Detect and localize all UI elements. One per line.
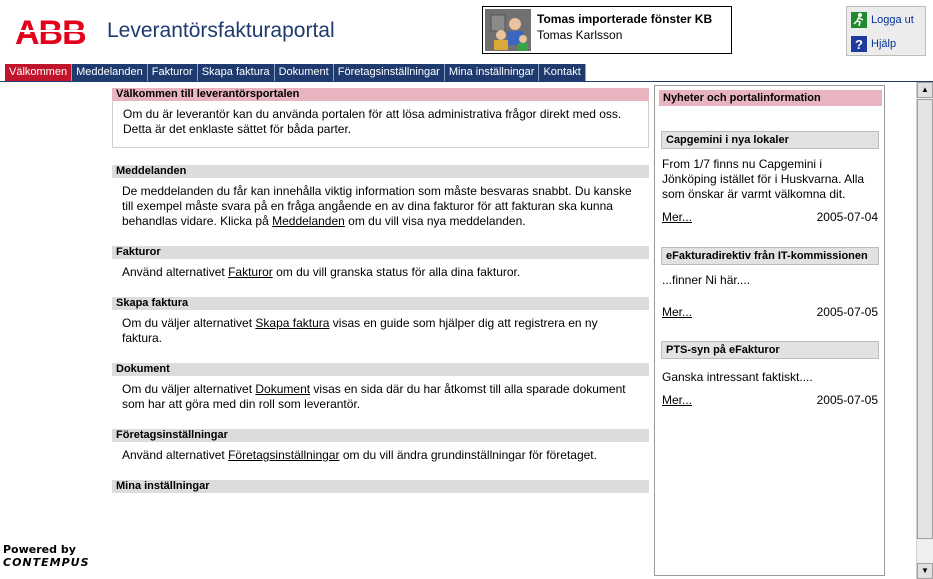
welcome-section (112, 88, 649, 148)
powered-by-logo (3, 543, 107, 579)
welcome-text: Om du är leverantör kan du använda portalen för att lösa administrativa frågor direkt med oss. Detta är det enklaste sättet för båda parter. (112, 101, 649, 148)
tab-meddelanden[interactable]: Meddelanden (72, 64, 148, 81)
create-invoice-text-before: Om du väljer alternativet (122, 316, 256, 330)
messages-text (112, 178, 649, 229)
powered-by-text: Powered by (3, 543, 76, 556)
my-settings-section (112, 480, 649, 493)
scroll-thumb[interactable] (917, 99, 933, 539)
messages-title: Meddelanden (112, 165, 649, 178)
documents-text (112, 376, 649, 412)
create-invoice-link[interactable]: Skapa faktura (255, 316, 330, 330)
news-item-meta (661, 385, 879, 407)
actions-box (846, 6, 926, 56)
news-item-date: 2005-07-04 (816, 210, 878, 224)
news-panel-title: Nyheter och portalinformation (659, 90, 882, 106)
tab-mina-installningar[interactable]: Mina inställningar (445, 64, 540, 81)
invoices-link[interactable]: Fakturor (228, 265, 273, 279)
company-settings-text-after: om du vill ändra grundinställningar för företaget. (339, 448, 597, 462)
news-item-title: Capgemini i nya lokaler (661, 131, 879, 149)
news-item-date: 2005-07-05 (816, 305, 878, 319)
invoices-section (112, 246, 649, 280)
invoices-text-before: Använd alternativet (122, 265, 229, 279)
tab-dokument[interactable]: Dokument (275, 64, 334, 81)
news-item-date: 2005-07-05 (816, 393, 878, 407)
main-content (112, 88, 649, 579)
main-nav (5, 64, 586, 81)
documents-section (112, 363, 649, 412)
news-item-text: From 1/7 finns nu Capgemini i Jönköping istället för i Huskvarna. Alla som önskar är varmt välkomna dit. (662, 157, 865, 201)
vendor-name: CONTEMPUS (3, 556, 90, 569)
create-invoice-text (112, 310, 649, 346)
invoices-text (112, 259, 649, 280)
svg-text:ABB: ABB (15, 14, 86, 48)
company-settings-section (112, 429, 649, 463)
logout-button[interactable] (851, 10, 914, 30)
tab-kontakt[interactable]: Kontakt (539, 64, 585, 81)
company-name: Tomas importerade fönster KB (537, 12, 713, 26)
company-settings-text-before: Använd alternativet (122, 448, 229, 462)
vertical-scrollbar[interactable] (916, 82, 933, 579)
news-more-link[interactable]: Mer... (662, 210, 693, 224)
tab-valkommen[interactable]: Välkommen (5, 64, 72, 81)
news-item-text: ...finner Ni här.... (662, 273, 751, 287)
user-avatar (485, 9, 531, 51)
logout-label: Logga ut (871, 14, 914, 26)
abb-logo (15, 14, 91, 48)
abb-logo-graphic (15, 14, 91, 48)
company-settings-title: Företagsinställningar (112, 429, 649, 442)
app-title: Leverantörsfakturaportal (107, 19, 335, 42)
messages-section (112, 165, 649, 229)
documents-title: Dokument (112, 363, 649, 376)
scroll-up-arrow-icon[interactable]: ▲ (917, 82, 933, 98)
documents-text-before: Om du väljer alternativet (122, 382, 256, 396)
company-settings-text (112, 442, 649, 463)
nav-divider (0, 81, 933, 82)
news-item-title: eFakturadirektiv från IT-kommissionen (661, 247, 879, 265)
welcome-title: Välkommen till leverantörsportalen (112, 88, 649, 101)
scroll-down-arrow-icon[interactable]: ▼ (917, 563, 933, 579)
tab-foretagsinstallningar[interactable]: Företagsinställningar (334, 64, 445, 81)
news-item (661, 341, 879, 407)
documents-text-after: visas en sida där du har åtkomst till alla sparade dokument som har att göra med din roll som leverantör. (122, 382, 626, 411)
news-item-meta (661, 202, 879, 224)
news-panel (654, 85, 885, 576)
invoices-title: Fakturor (112, 246, 649, 259)
news-more-link[interactable]: Mer... (662, 305, 693, 319)
invoices-text-after: om du vill granska status för alla dina fakturor. (272, 265, 521, 279)
header (0, 0, 933, 64)
help-button[interactable] (851, 34, 896, 54)
tab-fakturor[interactable]: Fakturor (148, 64, 198, 81)
messages-text-after: om du vill visa nya meddelanden. (344, 214, 526, 228)
my-settings-title: Mina inställningar (112, 480, 649, 493)
news-more-link[interactable]: Mer... (662, 393, 693, 407)
create-invoice-title: Skapa faktura (112, 297, 649, 310)
messages-text-before: De meddelanden du får kan innehålla viktig information som måste besvaras snabbt. Du kanske till exempel måste svara på en fråga angående en av dina fakturor för att fakturan ska kunna behandlas vidare. Klicka på (122, 184, 632, 228)
user-name: Tomas Karlsson (537, 28, 623, 42)
tab-skapa-faktura[interactable]: Skapa faktura (198, 64, 275, 81)
company-settings-link[interactable]: Företagsinställningar (228, 448, 340, 462)
news-item-meta (661, 288, 879, 319)
create-invoice-section (112, 297, 649, 346)
documents-link[interactable]: Dokument (255, 382, 311, 396)
news-item (661, 131, 879, 224)
news-item (661, 247, 879, 319)
news-item-text: Ganska intressant faktiskt.... (662, 370, 813, 384)
messages-link[interactable]: Meddelanden (272, 214, 345, 228)
news-item-title: PTS-syn på eFakturor (661, 341, 879, 359)
create-invoice-text-after: visas en guide som hjälper dig att registrera en ny faktura. (122, 316, 598, 345)
help-icon (851, 36, 867, 52)
svg-text:?: ? (855, 37, 863, 52)
logout-icon (851, 12, 867, 28)
user-info-box (482, 6, 732, 54)
help-label: Hjälp (871, 38, 897, 50)
